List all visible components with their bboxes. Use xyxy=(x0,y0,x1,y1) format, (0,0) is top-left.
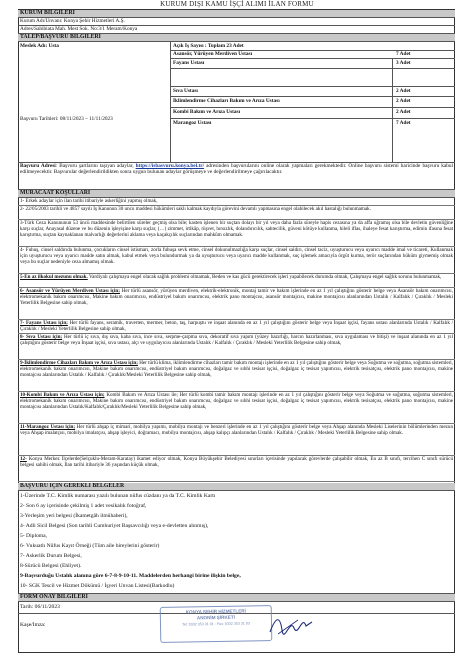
condition-item: 11-Marangoz Ustası için; Her türlü ahşap iç mimari, mobilya yapımı, mobilya montajı ve benzeri işlerinde en az 1 yıl çalıştığını gösterir belge veya Ahşap alanında Mesleki Liselerinin bölümlerinden mezun veya Ahşap imalatçısı, mobilya imalatçısı, ahşap işleyici, doğramacı, mobilya montajcısı, ahşap kalıpçı alanlarından Ustalık / Kalfalık / Çıraklık / Mesleki Yeterlilik Belgesine sahip olmak. xyxy=(18,424,455,456)
company-stamp: KONYA ŞEHİR HİZMETLERİ ANONİM ŞİRKETİ Tel: 0332 353 31 01 - Fax: 0332 353 31 03 xyxy=(160,605,273,643)
condition-item: 4- Fuhuş, cinsel saldırıda bulunma, çocukların cinsel istismarı, zorla fuhuşa sevk etme, cinsel dokunulmazlığa karşı suçlar, cinsel saldırı, cinsel taciz, uyuşturucu veya uyarıcı madde imal ve ticareti, Kullanmak için uyuşturucu veya uyarıcı madde satın almak, kabul etmek veya bulundurmak ya da uyuşturucu veya uyarıcı madde kullanmak, suç işlemek amacıyla örgüt kurma, terör suçlarından hüküm giymemiş olmak veya bu suçlar nedeniyle ceza almamış olmak. xyxy=(18,247,455,274)
kase-imza-label: Kaşe/İmza: xyxy=(20,622,46,628)
condition-item: 5-En az ilkokul mezunu olmak. Vardiyalı çalışmaya engel olacak sağlık problemi olmamak, Beden ve kas gücü gerektirecek işleri yapabilecek durumda olmak, Çalışmaya engel sağlık sorunu bulunmamak, xyxy=(18,274,455,288)
position-name: Kombi Bakım ve Arıza Ustası xyxy=(173,109,241,115)
kurum-name: Kurum Adı/Unvanı: Konya Şehir Hizmetleri A.Ş. xyxy=(18,18,455,26)
position-count: 2 Adet xyxy=(396,98,411,104)
document-item: 9-Başvurduğu Ustalık alanına göre 6-7-8-9-10-11. Maddelerden herhangi birine ilişkin belge, xyxy=(20,573,241,579)
document-item: 5- Diploma, xyxy=(20,533,48,539)
position-count: 2 Adet xyxy=(396,88,411,94)
kurum-section-header: KURUM BİLGİLERİ xyxy=(18,10,455,18)
basvuru-url-link[interactable]: https://isbasvuru.konya.bel.tr/ xyxy=(135,163,205,169)
muracaat-section-header: MÜRACAAT KOŞULLARI xyxy=(18,190,455,198)
position-name: Asansör, Yürüyen Merdiven Ustası xyxy=(173,51,253,57)
condition-item: 2- 22/05/2003 tarihli ve 4857 sayılı İş Kanunun 30 uncu maddesi hükümleri saklı kalmak kaydıyla görevini devamlı yapmasına engel olabilecek akıl hastalığı bulunmamak. xyxy=(18,206,455,220)
position-count: 2 Adet xyxy=(396,109,411,115)
position-name: Sıva Ustası xyxy=(173,88,198,94)
meslek-adi: Meslek Adı: Usta xyxy=(20,43,59,49)
kurum-address: Adres/Sahibiata Mah. Mest Sok. No:3/1 Meram/Konya xyxy=(18,26,455,34)
form-onay-section-header: FORM ONAY BİLGİLERİ xyxy=(18,594,455,602)
position-name: Marangoz Ustası xyxy=(173,120,212,126)
onay-tarih: Tarih: 06/11/2023 xyxy=(20,604,60,610)
position-count: 7 Adet xyxy=(396,120,411,126)
condition-item: 3-Türk Ceza Kanununun 53 üncü maddesinde belirtilen süreler geçmiş olsa bile; kasten işlenen bir suçtan dolayı bir yıl veya daha fazla süreyle hapis cezasına ya da affa uğramış olsa bile devletin güvenliğine karşı suçlar, Anayasal düzene ve bu düzenin işleyişine karşı suçlar, (…) zimmet, irtikâp, rüşvet, hırsızlık, dolandırıcılık, sahtecilik, güveni kötüye kullanma, hileli iflas, ihaleye fesat karıştırma, edimin ifasına fesat karıştırma, suçtan kaynaklanan malvarlığı değerlerini aklama veya kaçakçılık suçlarından mahkûm olmamak. xyxy=(18,220,455,247)
condition-item: 8- Sıva Ustası için; Her türlü iç sıva, dış sıva, kaba sıva, ince sıva, serpme-çarpma sıva, dekoratif sıva yapım (yüzey hazırlığı, harcın hazırlanması, sıva uygulaması ve bitişi) ve inşaat alanında en az 1 yıl çalıştığını gösterir belge veya İnşaat işçisi, sıva ustası, alçı ve uygulayıcısı alanlarında Ustalık / Kalfalık / Çıraklık / Mesleki Yeterlilik Belgesine sahip olmak, xyxy=(18,334,455,360)
document-item: 10- SGK Tescil ve Hizmet Dökümü / İşyeri Unvan Listesi(Barkodlu) xyxy=(20,583,175,589)
condition-item: 6- Asansör ve Yürüyen Merdiven Ustası için; Her türlü asansör, yürüyen merdiven, elektrik-elektronik, montaj tamir ve bakım işlerinde en az 1 yıl çalıştığını gösterir belge veya Asansör bakım onarımcısı, elektromekanik bakım onarımcısı, Makine bakım onarımcısı, endüstriyel bakım onarımcısı, elektrik pano montajcısı, asansör montajcısı, makine montajcısı alanlarından Ustalık / Kalfalık / Çıraklık / Mesleki Yeterlilik Belgesine sahip olmak, xyxy=(18,288,455,320)
document-item: 4- Adli Sicil Belgesi (Son tarihli Cumhuriyet Başsavcılığı veya e-devletten alınmış), xyxy=(20,523,209,529)
acik-is-sayisi: Açık İş Sayısı : Toplam 23 Adet xyxy=(173,43,244,49)
talep-section-header: TALEP/BAŞVURU BİLGİLERİ xyxy=(18,34,455,42)
document-item: 6- Vukuatlı Nüfus Kayıt Örneği (Tüm aile bireylerini gösterir) xyxy=(20,543,160,549)
condition-item: 10-Kombi Bakım ve Arıza Ustası için; Kombi Bakım ve Arıza Ustası ile; Her türlü kombi tamir bakım montajı işlerinde en az 1 yıl çalıştığını gösterir belge veya Soğutma ve soğutma, soğutma sistemleri, elektromekanik bakım onarımcısı, Makine bakım onarımcısı, endüstriyel bakım onarımcısı, doğalgaz ve sıhhi tesisat işçisi, doğalgaz iç tesisat yapımcısı, elektrik tesisatçısı, elektrik pano montajcısı, makine montajcısı alanlarından Ustalık/Kalfalık/Çıraklık/Mesleki Yeterlilik Belgesine sahip olmak, xyxy=(18,392,455,424)
basvuru-tarihleri: Başvuru Tarihleri: 08/11/2023 – 11/11/2023 xyxy=(20,116,113,122)
belgeler-section-header: BAŞVURU İÇİN GEREKLİ BELGELER xyxy=(18,483,455,491)
signature-image xyxy=(268,612,314,638)
document-item: 3-Yerleşim yeri belgesi (İkametgâh ilmühaberi), xyxy=(20,513,128,519)
basvuru-adresi-label: Başvuru Adresi xyxy=(20,163,56,169)
basvuru-adresi: Başvuru Adresi: Başvuru şartlarını taşıyan adaylar, https://isbasvuru.konya.bel.tr/ adresinden başvurularını online olarak yapmaları gerekmektedir. Online başvuru sistemi haricinde başvuru kabul edilmeyecektir. Başvurular değerlendirildikten sonra uygun bulunan adaylar görüşmeye ve değerlendirilmeye çağırılacaktır. xyxy=(18,163,455,190)
condition-item: 12- Konya Merkez İlçelerde(Selçuklu-Meram-Karatay) ikamet ediyor olmak, Konya Büyükşehir Belediyesi sınırları içerisinde yapılacak görevlerde çalışabilir olmak, En az B sınıfı, tercihen C sınıfı sürücü belgesi sahibi olmak, İlan tarihi itibariyle 36 yaşından küçük olmak, xyxy=(18,456,455,482)
position-count: 7 Adet xyxy=(396,51,411,57)
position-count: 3 Adet xyxy=(396,60,411,66)
document-item: 8-Sürücü Belgesi (Ehliyet). xyxy=(20,563,82,569)
condition-item: 7- Fayans Ustası için; Her türlü fayans, seramik, traverten, mermer, beton, taş, harpuştu ve inşaat alanında en az 1 yıl çalıştığını gösterir belge veya İnşaat işçisi, fayans ustası alanlarında Ustalık / Kalfalık / Çıraklık / Mesleki Yeterlilik Belgesine sahip olmak, xyxy=(20,320,453,333)
document-item: 7- Askerlik Durum Belgesi, xyxy=(20,553,82,559)
document-item: 2- Son 6 ay içerisinde çekilmiş 1 adet vesikalık fotoğraf, xyxy=(20,503,147,509)
form-title: KURUM DIŞI KAMU İŞÇİ ALIMI İLAN FORMU xyxy=(160,0,314,8)
document-item: 1-Üzerinde T.C. Kimlik numarası yazılı bulunan nüfus cüzdanı ya da T.C. Kimlik Kartı xyxy=(20,493,216,499)
condition-item: 1- Erkek adaylar için ilan tarihi itibariyle askerliğini yapmış olmak, xyxy=(18,198,455,206)
condition-item: 9-İklimlendirme Cihazları Bakım ve Arıza Ustası için; Her türlü klima, iklimlendirme cihazları tamir bakım montajı işlerinde en az 1 yıl çalıştığını gösterir belge veya Soğutma ve soğutma, soğutma sistemleri, elektromekanik bakım onarımcısı, Makine bakım onarımcısı, endüstriyel bakım onarımcısı, doğalgaz ve sıhhi tesisat işçisi, doğalgaz iç tesisat yapımcısı, elektrik tesisatçısı, elektrik pano montajcısı, makine montajcısı alanlarından Ustalık / Kalfalık / Çıraklık/Mesleki Yeterlilik Belgesine sahip olmak, xyxy=(18,360,455,392)
position-name: İklimlendirme Cihazları Bakım ve Arıza Ustası xyxy=(173,98,280,104)
position-name: Fayans Ustası xyxy=(173,60,205,66)
